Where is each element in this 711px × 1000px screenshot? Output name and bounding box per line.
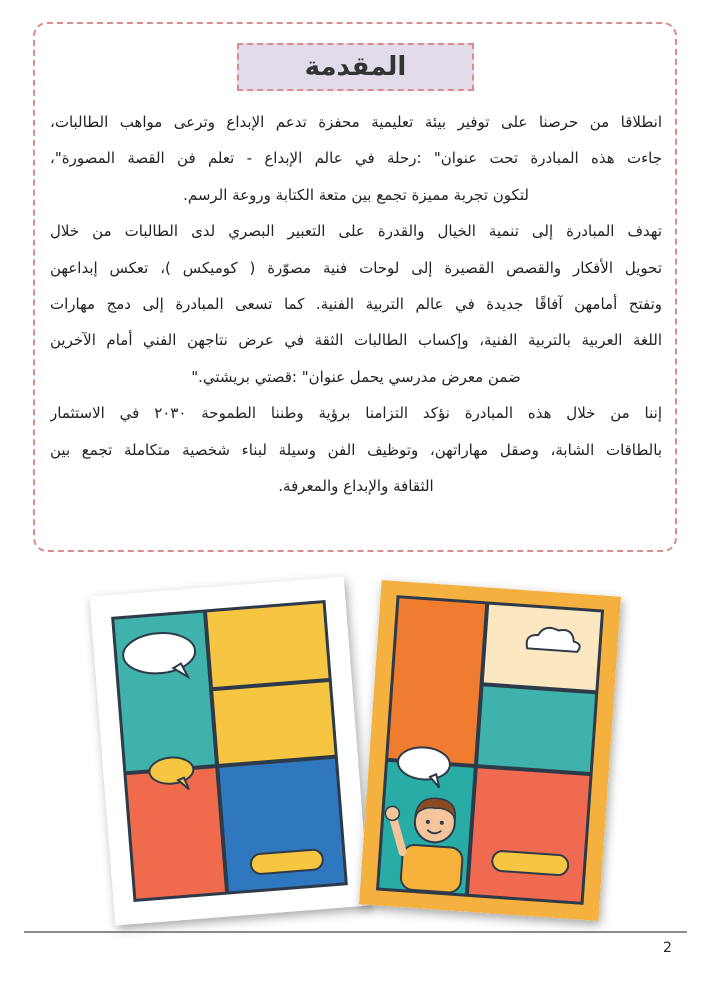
section-title: المقدمة [237,43,474,91]
intro-line-8: ضمن معرض مدرسي يحمل عنوان" :قصتي بريشتي." [191,367,521,386]
comic-sheet-left [89,577,369,926]
intro-line-5: تحويل الأفكار والقصص القصيرة إلى لوحات فنية مصوّرة ( كوميكس )، تعكس إبداعهن [50,258,662,277]
panel-teal-right [478,686,595,772]
intro-line-6: وتفتح أمامهن آفاقًا جديدة في عالم التربية الفنية. كما تسعى المبادرة إلى دمج مهارات [50,294,662,313]
intro-body [50,104,662,504]
panel-yellow-top [207,603,329,687]
panel-orange [388,598,485,764]
intro-line-7: اللغة العربية بالتربية الفنية، وإكساب الطالبات الثقة في عرض نتاجهن الفني أمام الآخرين [50,331,662,350]
caption-box-icon [250,849,323,875]
intro-line-10: بالطاقات الشابة، وصقل مهاراتهن، وتوظيف الفن وسيلة لبناء شخصية متكاملة تجمع بين [50,440,662,459]
page-number: 2 [663,940,672,956]
intro-line-9: إننا من خلال هذه المبادرة نؤكد التزامنا برؤية وطننا الطموحة ٢٠٣٠ في الاستثمار [50,404,662,423]
footer-divider [24,931,687,933]
comic-panels-right [359,580,621,921]
panel-red-right [469,768,590,902]
intro-line-1: انطلاقا من حرصنا على توفير بيئة تعليمية محفزة تدعم الإبداع وترعى مواهب الطالبات، [50,113,662,131]
caption-box-right-icon [492,850,569,875]
intro-line-2: جاءت هذه المبادرة تحت عنوان" :رحلة في عالم الإبداع - تعلم فن القصة المصورة"، [50,149,662,168]
intro-line-4: تهدف المبادرة إلى تنمية الخيال والقدرة على التعبير البصري لدى الطالبات من خلال [50,222,662,241]
comic-panels-left [89,577,369,926]
panel-red [127,768,225,899]
comic-sheet-right [359,580,621,921]
intro-line-3: لتكون تجربة مميزة تجمع بين متعة الكتابة وروعة الرسم. [183,185,529,204]
panel-yellow-mid [213,682,334,764]
intro-line-11: الثقافة والإبداع والمعرفة. [278,476,434,495]
